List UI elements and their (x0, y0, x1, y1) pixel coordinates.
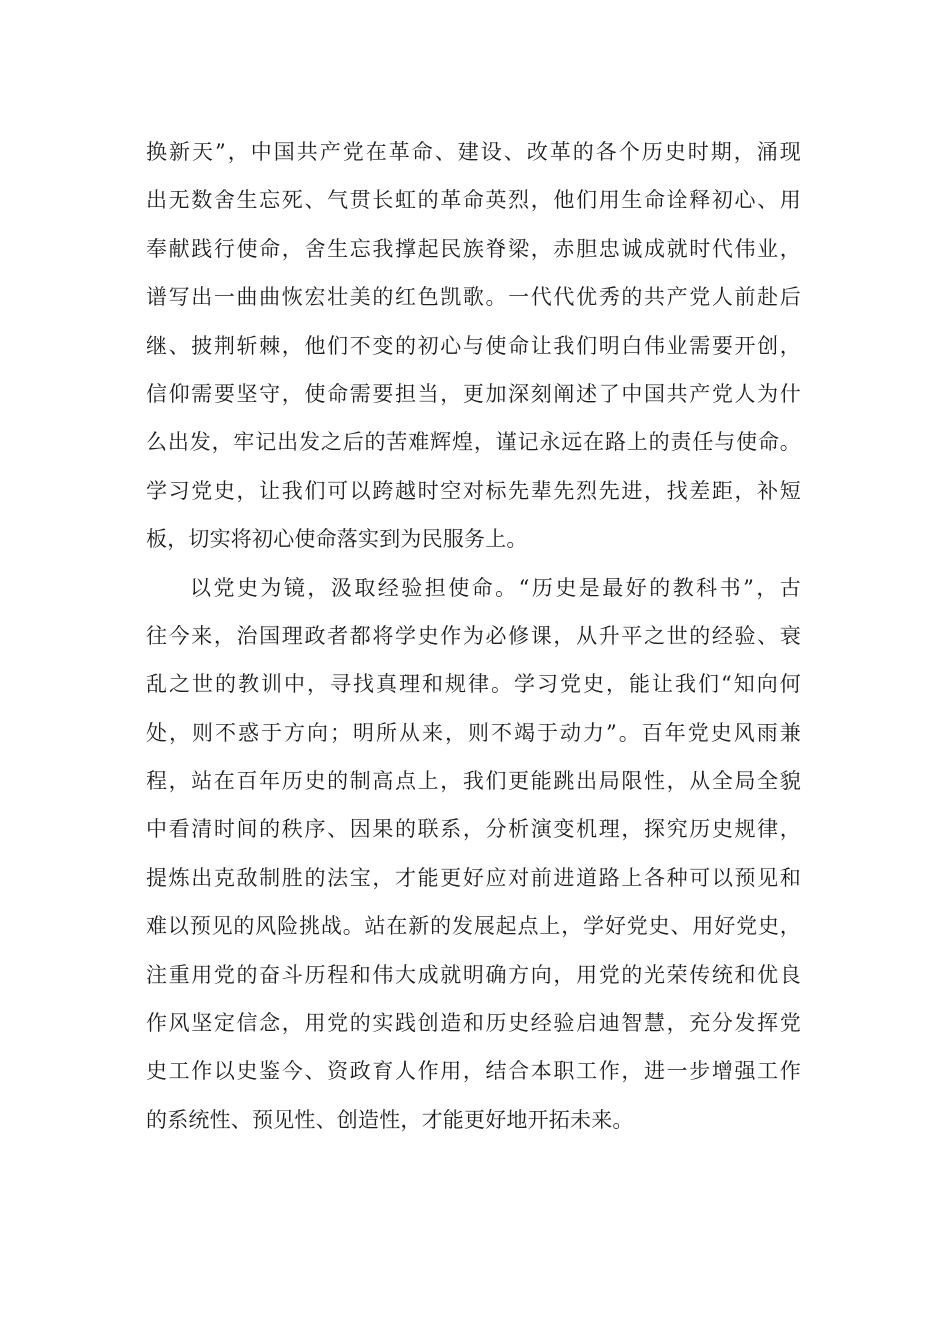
paragraph-2 (146, 564, 801, 1145)
text-line: 程，站在百年历史的制高点上，我们更能跳出局限性，从全局全貌 (146, 769, 801, 794)
text-line: 板，切实将初心使命落实到为民服务上。 (146, 527, 528, 552)
text-line: 注重用党的奋斗历程和伟大成就明确方向，用党的光荣传统和优良 (146, 962, 801, 987)
text-line: 史工作以史鉴今、资政育人作用，结合本职工作，进一步增强工作 (146, 1059, 801, 1084)
text-line: 么出发，牢记出发之后的苦难辉煌，谨记永远在路上的责任与使命。 (146, 430, 801, 455)
text-line: 难以预见的风险挑战。站在新的发展起点上，学好党史、用好党史， (146, 914, 801, 939)
text-line: 信仰需要坚守，使命需要担当，更加深刻阐述了中国共产党人为什 (146, 381, 801, 406)
text-line: 出无数舍生忘死、气贯长虹的革命英烈，他们用生命诠释初心、用 (146, 188, 801, 213)
text-line: 学习党史，让我们可以跨越时空对标先辈先烈先进，找差距，补短 (146, 478, 801, 503)
document-body (146, 128, 801, 1144)
text-line: 的系统性、预见性、创造性，才能更好地开拓未来。 (146, 1107, 634, 1132)
text-line: 处，则不惑于方向；明所从来，则不竭于动力”。百年党史风雨兼 (146, 720, 801, 745)
text-line: 继、披荆斩棘，他们不变的初心与使命让我们明白伟业需要开创， (146, 333, 801, 358)
text-line: 中看清时间的秩序、因果的联系，分析演变机理，探究历史规律， (146, 817, 801, 842)
text-line: 乱之世的教训中，寻找真理和规律。学习党史，能让我们“知向何 (146, 672, 801, 697)
text-line: 作风坚定信念，用党的实践创造和历史经验启迪智慧，充分发挥党 (146, 1011, 801, 1036)
text-line: 奉献践行使命，舍生忘我撑起民族脊梁，赤胆忠诚成就时代伟业， (146, 236, 801, 261)
text-line: 换新天”，中国共产党在革命、建设、改革的各个历史时期，涌现 (146, 140, 801, 164)
text-line: 谱写出一曲曲恢宏壮美的红色凯歌。一代代优秀的共产党人前赴后 (146, 285, 801, 310)
text-line: 以党史为镜，汲取经验担使命。“历史是最好的教科书”，古 (190, 575, 801, 600)
paragraph-1 (146, 128, 801, 564)
text-line: 往今来，治国理政者都将学史作为必修课，从升平之世的经验、衰 (146, 623, 801, 648)
text-line: 提炼出克敌制胜的法宝，才能更好应对前进道路上各种可以预见和 (146, 865, 801, 890)
